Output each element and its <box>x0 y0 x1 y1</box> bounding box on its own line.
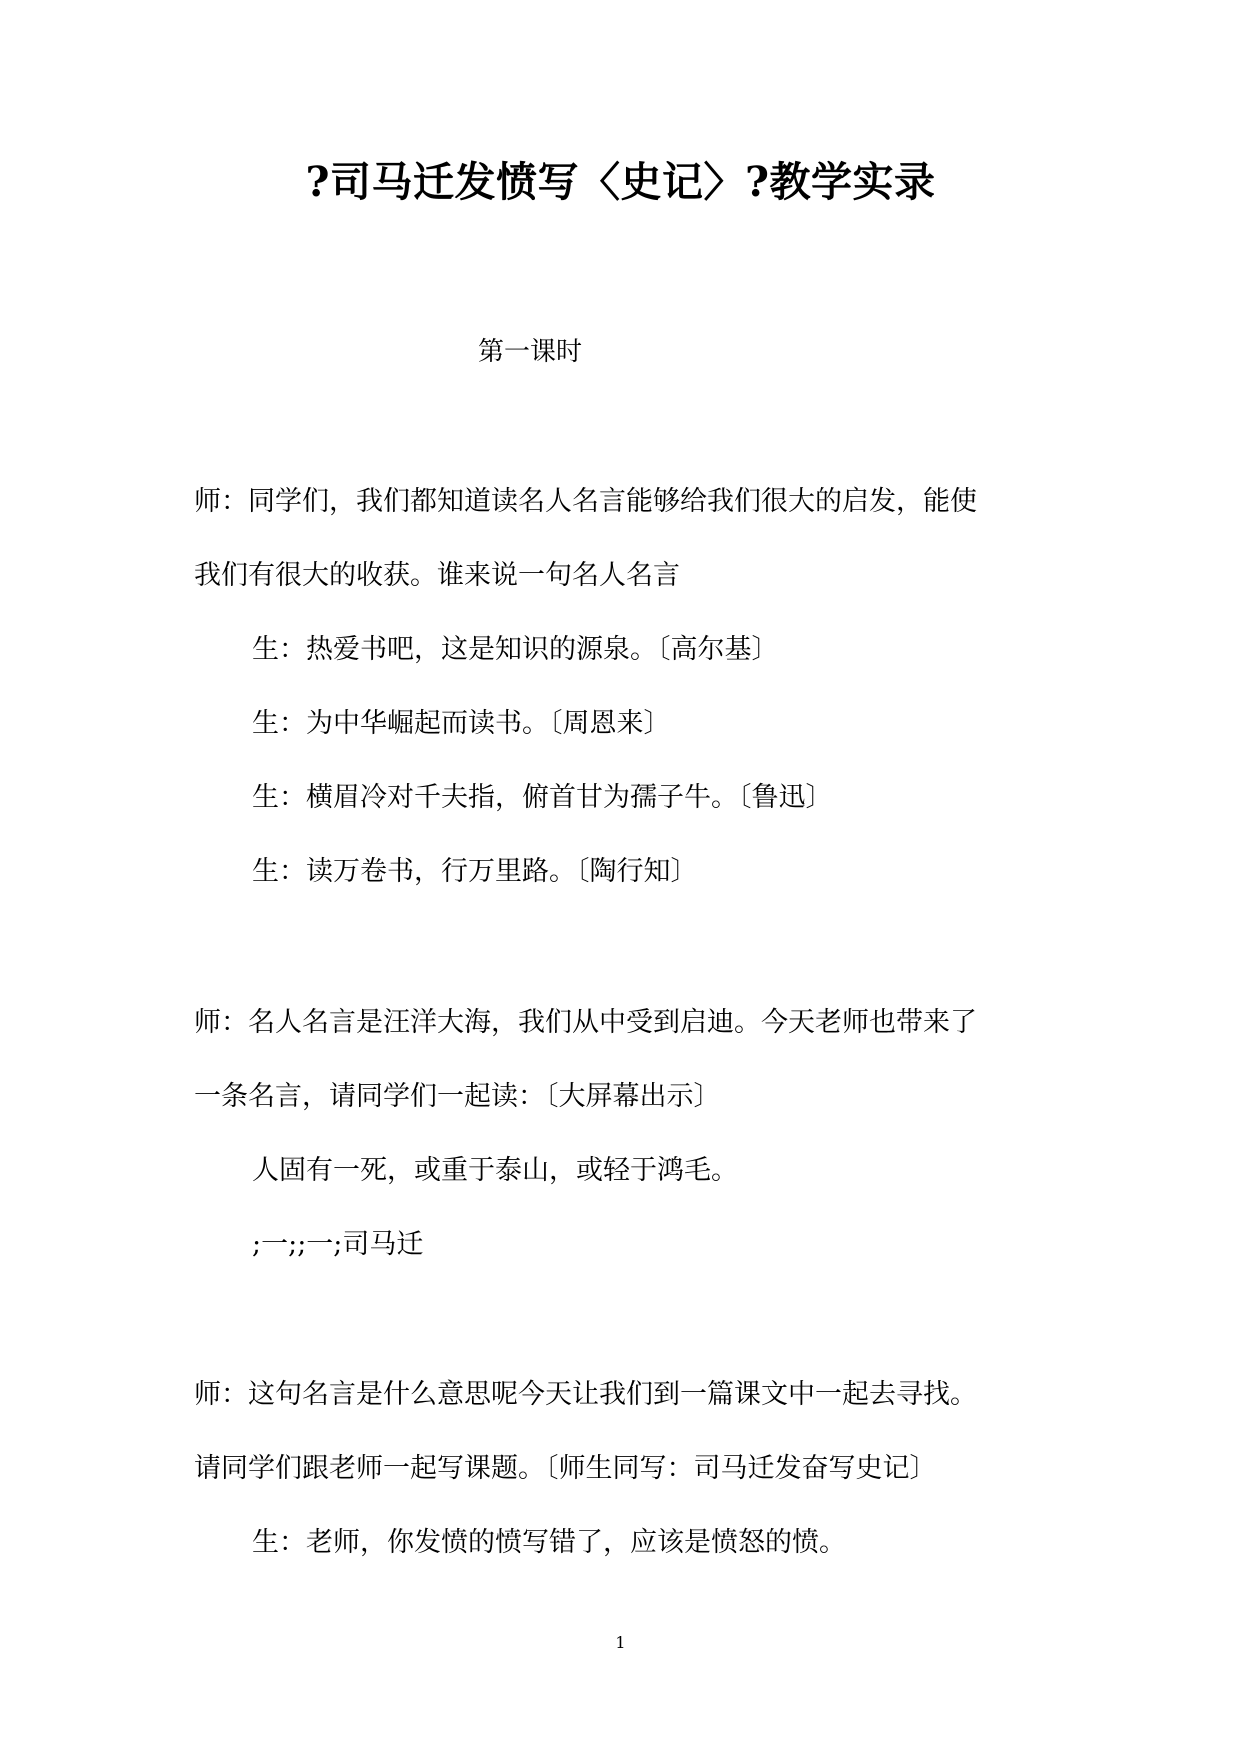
paragraph-line: 师：同学们，我们都知道读名人名言能够给我们很大的启发，能使 <box>194 486 977 517</box>
paragraph-line: 师：这句名言是什么意思呢今天让我们到一篇课文中一起去寻找。 <box>194 1379 977 1410</box>
paragraph-line: 一条名言，请同学们一起读：〔大屏幕出示〕 <box>194 1081 721 1112</box>
paragraph-line: 请同学们跟老师一起写课题。〔师生同写：司马迁发奋写史记〕 <box>194 1453 937 1484</box>
student-quote-line: 生：横眉冷对千夫指，俯首甘为孺子牛。〔鲁迅〕 <box>252 782 833 813</box>
document-title: ?司马迁发愤写〈史记〉?教学实录 <box>305 158 936 206</box>
student-quote-line: 生：读万卷书，行万里路。〔陶行知〕 <box>252 856 698 887</box>
paragraph-line: 师：名人名言是汪洋大海，我们从中受到启迪。今天老师也带来了 <box>194 1007 977 1038</box>
student-quote-line: 生：热爱书吧，这是知识的源泉。〔高尔基〕 <box>252 634 779 665</box>
student-quote-line: 生：老师，你发愤的愤写错了，应该是愤怒的愤。 <box>252 1527 846 1558</box>
lesson-heading: 第一课时 <box>478 337 583 367</box>
page-number: 1 <box>615 1633 626 1652</box>
paragraph-line: 我们有很大的收获。谁来说一句名人名言 <box>194 560 680 591</box>
quote-line: 人固有一死，或重于泰山，或轻于鸿毛。 <box>252 1155 738 1186</box>
quote-attribution: ;一;;一;司马迁 <box>252 1229 424 1260</box>
student-quote-line: 生：为中华崛起而读书。〔周恩来〕 <box>252 708 671 739</box>
